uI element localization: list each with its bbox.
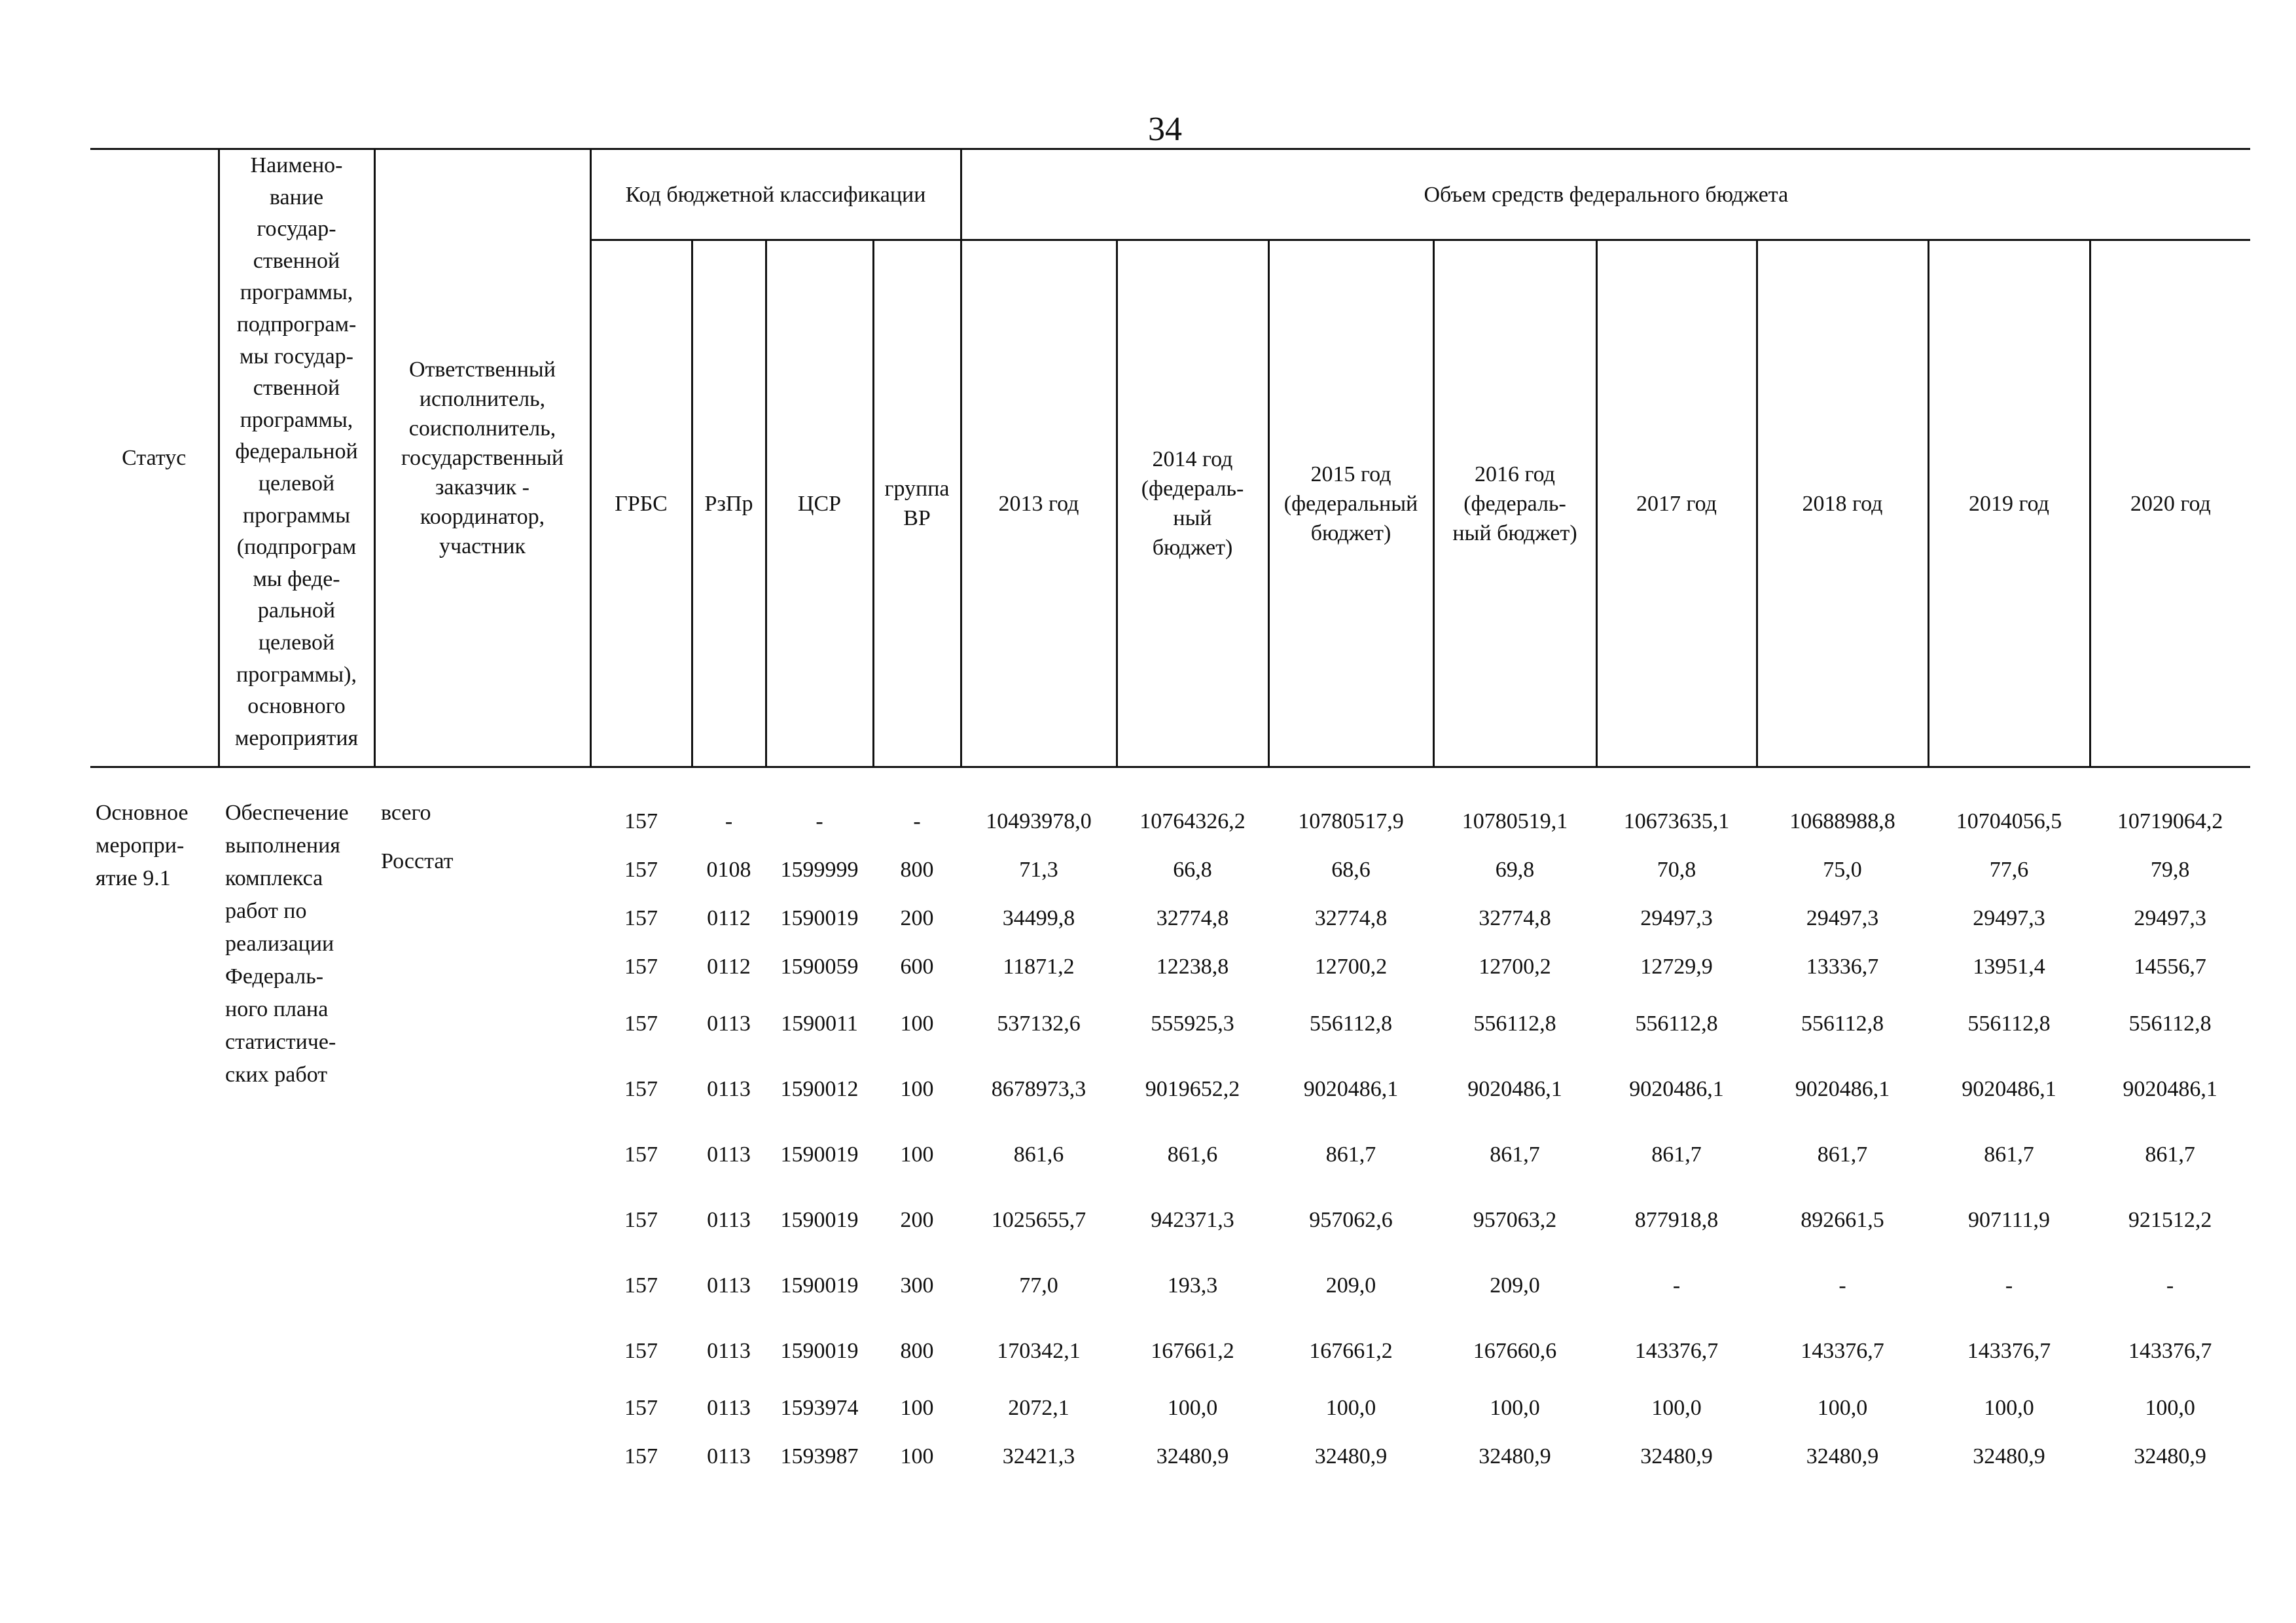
- grbs-cell: 157: [624, 1076, 658, 1101]
- value-cell-2019: 907111,9: [1968, 1207, 2050, 1232]
- value-cell-2017: 10673635,1: [1623, 809, 1730, 833]
- value-cell-2020: 861,7: [2145, 1142, 2195, 1167]
- value-cell-2020: 79,8: [2150, 857, 2190, 882]
- grbs-cell: 157: [624, 857, 658, 882]
- value-cell-2017: -: [1672, 1273, 1681, 1298]
- grbs-cell: 157: [624, 905, 658, 930]
- value-cell-2013: 71,3: [1019, 857, 1058, 882]
- rzpr-cell: 0108: [706, 857, 751, 882]
- value-cell-2015: 100,0: [1325, 1395, 1376, 1420]
- rzpr-cell: 0112: [707, 954, 751, 979]
- header-rzpr: РзПр: [692, 240, 766, 767]
- value-cell-2019: 13951,4: [1973, 954, 2045, 979]
- value-cell-2016: 32480,9: [1479, 1444, 1551, 1468]
- header-code-group: Код бюджетной классификации: [590, 149, 961, 240]
- header-year-2013: 2013 год: [961, 240, 1117, 767]
- value-cell-2018: 100,0: [1817, 1395, 1868, 1420]
- value-cell-2013: 170342,1: [997, 1338, 1081, 1363]
- page-number: 34: [1148, 111, 1182, 148]
- rzpr-cell: 0113: [707, 1076, 751, 1101]
- vr-cell: 600: [900, 954, 934, 979]
- rzpr-cell: 0112: [707, 905, 751, 930]
- value-cell-2015: 556112,8: [1309, 1011, 1393, 1036]
- header-year-2014: 2014 год (федераль- ный бюджет): [1117, 240, 1268, 767]
- value-cell-2013: 8678973,3: [991, 1076, 1086, 1101]
- rzpr-cell: 0113: [707, 1011, 751, 1036]
- value-cell-2013: 861,6: [1013, 1142, 1064, 1167]
- value-cell-2018: 29497,3: [1806, 905, 1879, 930]
- header-status: Статус: [90, 149, 219, 767]
- csr-cell: 1590019: [780, 1207, 859, 1232]
- vr-cell: 100: [900, 1011, 934, 1036]
- value-cell-2014: 167661,2: [1151, 1338, 1234, 1363]
- value-cell-2019: 29497,3: [1973, 905, 2045, 930]
- value-cell-2018: 13336,7: [1806, 954, 1879, 979]
- csr-cell: 1593987: [780, 1444, 859, 1468]
- grbs-cell: 157: [624, 1207, 658, 1232]
- budget-table: [90, 148, 2250, 1480]
- value-cell-2017: 29497,3: [1640, 905, 1713, 930]
- value-cell-2020: -: [2166, 1273, 2174, 1298]
- header-year-2017: 2017 год: [1596, 240, 1757, 767]
- header-responsible: Ответственный исполнитель, соисполнитель, государственный заказчик - координатор, участник: [374, 149, 590, 767]
- value-cell-2017: 877918,8: [1634, 1207, 1719, 1232]
- value-cell-2020: 100,0: [2145, 1395, 2195, 1420]
- csr-cell: 1590019: [780, 905, 859, 930]
- value-cell-2017: 70,8: [1657, 857, 1696, 882]
- vr-cell: 200: [900, 1207, 934, 1232]
- value-cell-2018: 32480,9: [1806, 1444, 1879, 1468]
- table-header: [90, 149, 2250, 767]
- value-cell-2013: 2072,1: [1008, 1395, 1069, 1420]
- vr-cell: 300: [900, 1273, 934, 1298]
- value-cell-2016: 69,8: [1495, 857, 1535, 882]
- value-cell-2019: 10704056,5: [1956, 809, 2062, 833]
- grbs-cell: 157: [624, 1142, 658, 1167]
- value-cell-2013: 537132,6: [997, 1011, 1081, 1036]
- csr-cell: 1590059: [780, 954, 859, 979]
- grbs-cell: 157: [624, 1011, 658, 1036]
- value-cell-2018: 143376,7: [1801, 1338, 1884, 1363]
- value-cell-2013: 10493978,0: [986, 809, 1092, 833]
- vr-cell: -: [913, 809, 921, 833]
- table-row: [90, 797, 2250, 845]
- value-cell-2019: 77,6: [1989, 857, 2029, 882]
- value-cell-2014: 861,6: [1167, 1142, 1218, 1167]
- value-cell-2016: 10780519,1: [1462, 809, 1568, 833]
- value-cell-2019: 100,0: [1984, 1395, 2034, 1420]
- value-cell-2020: 10719064,2: [2117, 809, 2223, 833]
- value-cell-2017: 9020486,1: [1629, 1076, 1724, 1101]
- value-cell-2017: 32480,9: [1640, 1444, 1713, 1468]
- csr-cell: 1590019: [780, 1142, 859, 1167]
- value-cell-2018: 75,0: [1823, 857, 1862, 882]
- program-name-cell: Обеспечение выполнения комплекса работ по реализации Федераль- ного плана статистиче- ских работ: [225, 801, 349, 1087]
- grbs-cell: 157: [624, 809, 658, 833]
- header-year-2015: 2015 год (федеральный бюджет): [1268, 240, 1433, 767]
- value-cell-2015: 12700,2: [1314, 954, 1388, 979]
- header-budget-group: Объем средств федерального бюджета: [961, 149, 2250, 240]
- value-cell-2015: 167661,2: [1309, 1338, 1393, 1363]
- value-cell-2017: 12729,9: [1640, 954, 1713, 979]
- value-cell-2015: 68,6: [1331, 857, 1371, 882]
- value-cell-2020: 143376,7: [2128, 1338, 2212, 1363]
- value-cell-2017: 861,7: [1651, 1142, 1702, 1167]
- value-cell-2015: 32774,8: [1314, 905, 1388, 930]
- vr-cell: 100: [900, 1142, 934, 1167]
- header-grbs: ГРБС: [590, 240, 692, 767]
- value-cell-2016: 100,0: [1490, 1395, 1540, 1420]
- vr-cell: 100: [900, 1395, 934, 1420]
- value-cell-2018: 10688988,8: [1789, 809, 1895, 833]
- vr-cell: 100: [900, 1444, 934, 1468]
- header-year-2018: 2018 год: [1757, 240, 1928, 767]
- grbs-cell: 157: [624, 1395, 658, 1420]
- grbs-cell: 157: [624, 1338, 658, 1363]
- rzpr-cell: 0113: [707, 1338, 751, 1363]
- value-cell-2015: 10780517,9: [1298, 809, 1404, 833]
- header-csr: ЦСР: [766, 240, 873, 767]
- rzpr-cell: 0113: [707, 1444, 751, 1468]
- csr-cell: 1593974: [780, 1395, 859, 1420]
- value-cell-2013: 1025655,7: [991, 1207, 1086, 1232]
- value-cell-2017: 143376,7: [1634, 1338, 1719, 1363]
- csr-cell: 1590012: [780, 1076, 859, 1101]
- value-cell-2020: 556112,8: [2128, 1011, 2212, 1036]
- header-vr: группа ВР: [873, 240, 961, 767]
- value-cell-2019: 556112,8: [1967, 1011, 2051, 1036]
- value-cell-2014: 12238,8: [1156, 954, 1229, 979]
- csr-cell: 1590011: [781, 1011, 858, 1036]
- value-cell-2019: 143376,7: [1967, 1338, 2051, 1363]
- rzpr-cell: 0113: [707, 1395, 751, 1420]
- rzpr-cell: 0113: [707, 1207, 751, 1232]
- value-cell-2018: -: [1839, 1273, 1846, 1298]
- rzpr-cell: -: [725, 809, 733, 833]
- value-cell-2019: 9020486,1: [1962, 1076, 2056, 1101]
- value-cell-2014: 10764326,2: [1139, 809, 1246, 833]
- value-cell-2018: 892661,5: [1801, 1207, 1884, 1232]
- csr-cell: 1590019: [780, 1273, 859, 1298]
- value-cell-2014: 9019652,2: [1145, 1076, 1240, 1101]
- responsible-line: всего: [381, 801, 431, 825]
- value-cell-2015: 957062,6: [1309, 1207, 1393, 1232]
- grbs-cell: 157: [624, 1273, 658, 1298]
- value-cell-2017: 100,0: [1651, 1395, 1702, 1420]
- csr-cell: 1599999: [780, 857, 859, 882]
- value-cell-2020: 32480,9: [2134, 1444, 2206, 1468]
- value-cell-2020: 921512,2: [2128, 1207, 2212, 1232]
- value-cell-2016: 861,7: [1490, 1142, 1540, 1167]
- value-cell-2017: 556112,8: [1635, 1011, 1718, 1036]
- value-cell-2013: 11871,2: [1003, 954, 1075, 979]
- value-cell-2014: 193,3: [1167, 1273, 1218, 1298]
- value-cell-2016: 32774,8: [1479, 905, 1551, 930]
- header-year-2020: 2020 год: [2090, 240, 2250, 767]
- value-cell-2019: 32480,9: [1973, 1444, 2045, 1468]
- value-cell-2015: 861,7: [1325, 1142, 1376, 1167]
- value-cell-2016: 209,0: [1490, 1273, 1540, 1298]
- value-cell-2014: 32480,9: [1156, 1444, 1229, 1468]
- header-year-2019: 2019 год: [1928, 240, 2090, 767]
- value-cell-2015: 9020486,1: [1303, 1076, 1399, 1101]
- vr-cell: 800: [900, 857, 934, 882]
- value-cell-2020: 9020486,1: [2123, 1076, 2217, 1101]
- value-cell-2015: 32480,9: [1314, 1444, 1388, 1468]
- status-cell: Основное меропри- ятие 9.1: [96, 801, 188, 890]
- value-cell-2014: 66,8: [1173, 857, 1212, 882]
- value-cell-2014: 942371,3: [1151, 1207, 1234, 1232]
- value-cell-2016: 9020486,1: [1467, 1076, 1562, 1101]
- spacer-row: [90, 767, 2250, 797]
- vr-cell: 200: [900, 905, 934, 930]
- rzpr-cell: 0113: [707, 1142, 751, 1167]
- value-cell-2015: 209,0: [1325, 1273, 1376, 1298]
- value-cell-2020: 14556,7: [2134, 954, 2206, 979]
- value-cell-2013: 77,0: [1019, 1273, 1058, 1298]
- header-year-2016: 2016 год (федераль- ный бюджет): [1433, 240, 1596, 767]
- grbs-cell: 157: [624, 954, 658, 979]
- header-program-name: Наимено- вание государ- ственной программы, подпрограм- мы государ- ственной программы, федеральной целевой программы (подпрограм мы феде- ральной целевой программы), основного мероприятия: [219, 149, 374, 767]
- value-cell-2016: 957063,2: [1473, 1207, 1557, 1232]
- responsible-line: Росстат: [381, 849, 454, 873]
- value-cell-2016: 556112,8: [1473, 1011, 1556, 1036]
- value-cell-2018: 556112,8: [1801, 1011, 1884, 1036]
- value-cell-2013: 32421,3: [1002, 1444, 1075, 1468]
- vr-cell: 100: [900, 1076, 934, 1101]
- responsible-cell: [374, 797, 590, 1480]
- csr-cell: 1590019: [780, 1338, 859, 1363]
- value-cell-2014: 100,0: [1167, 1395, 1218, 1420]
- csr-cell: -: [816, 809, 823, 833]
- value-cell-2019: 861,7: [1984, 1142, 2034, 1167]
- value-cell-2019: -: [2005, 1273, 2013, 1298]
- value-cell-2018: 861,7: [1817, 1142, 1868, 1167]
- value-cell-2018: 9020486,1: [1795, 1076, 1890, 1101]
- value-cell-2014: 32774,8: [1156, 905, 1229, 930]
- value-cell-2013: 34499,8: [1002, 905, 1075, 930]
- value-cell-2020: 29497,3: [2134, 905, 2206, 930]
- vr-cell: 800: [900, 1338, 934, 1363]
- value-cell-2016: 12700,2: [1479, 954, 1551, 979]
- rzpr-cell: 0113: [707, 1273, 751, 1298]
- value-cell-2016: 167660,6: [1473, 1338, 1557, 1363]
- grbs-cell: 157: [624, 1444, 658, 1468]
- value-cell-2014: 555925,3: [1151, 1011, 1234, 1036]
- table-body: [90, 767, 2250, 1481]
